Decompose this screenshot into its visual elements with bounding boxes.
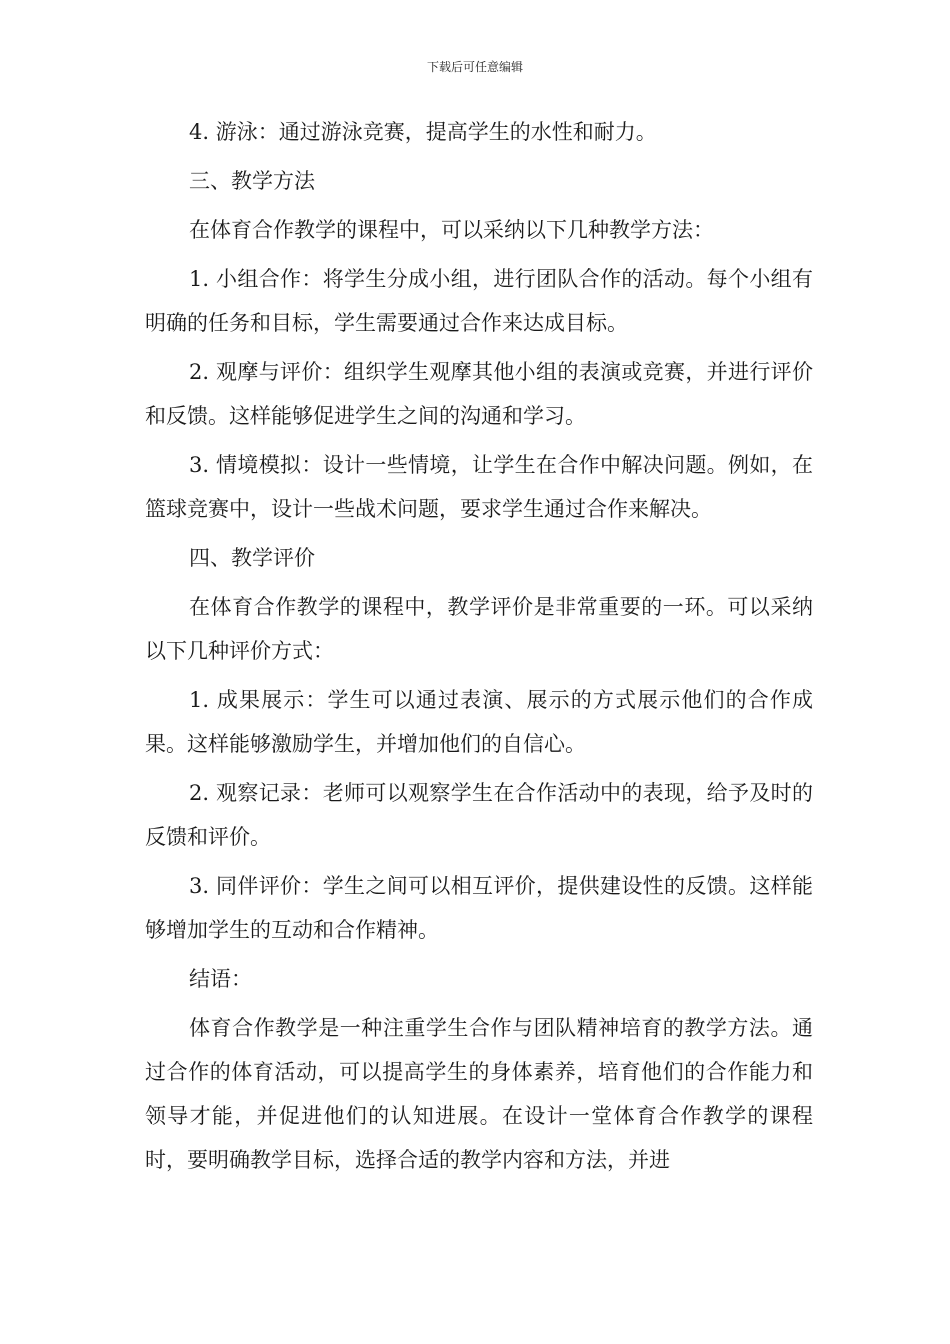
section-heading-teaching-evaluation: 四、教学评价 [189,546,315,570]
list-item-observation-record: 2. 观察记录：老师可以观察学生在合作活动中的表现，给予及时的反馈和评价。 [145,781,813,849]
document-body [145,110,813,1187]
paragraph-conclusion: 体育合作教学是一种注重学生合作与团队精神培育的教学方法。通过合作的体育活动，可以提高学生的身体素养，培育他们的合作能力和领导才能，并促进他们的认知进展。在设计一堂体育合作教学的课程时，要明确教学目标，选择合适的教学内容和方法，并进 [145,1016,813,1172]
list-item-scenario-simulation: 3. 情境模拟：设计一些情境，让学生在合作中解决问题。例如，在篮球竞赛中，设计一些战术问题，要求学生通过合作来解决。 [145,453,813,521]
list-item-observation-evaluation: 2. 观摩与评价：组织学生观摩其他小组的表演或竞赛，并进行评价和反馈。这样能够促进学生之间的沟通和学习。 [145,360,813,428]
header-note: 下载后可任意编辑 [426,60,523,74]
paragraph-evaluation-intro: 在体育合作教学的课程中，教学评价是非常重要的一环。可以采纳以下几种评价方式： [145,595,813,663]
list-item-results-display: 1. 成果展示：学生可以通过表演、展示的方式展示他们的合作成果。这样能够激励学生，并增加他们的自信心。 [145,688,813,756]
list-item-group-cooperation: 1. 小组合作：将学生分成小组，进行团队合作的活动。每个小组有明确的任务和目标，学生需要通过合作来达成目标。 [145,267,813,335]
section-heading-teaching-methods: 三、教学方法 [189,169,315,193]
paragraph-methods-intro: 在体育合作教学的课程中，可以采纳以下几种教学方法： [189,218,714,242]
list-item-peer-evaluation: 3. 同伴评价：学生之间可以相互评价，提供建设性的反馈。这样能够增加学生的互动和合作精神。 [145,874,813,942]
list-item-swimming: 4. 游泳：通过游泳竞赛，提高学生的水性和耐力。 [189,120,657,144]
section-heading-conclusion: 结语： [189,967,252,991]
